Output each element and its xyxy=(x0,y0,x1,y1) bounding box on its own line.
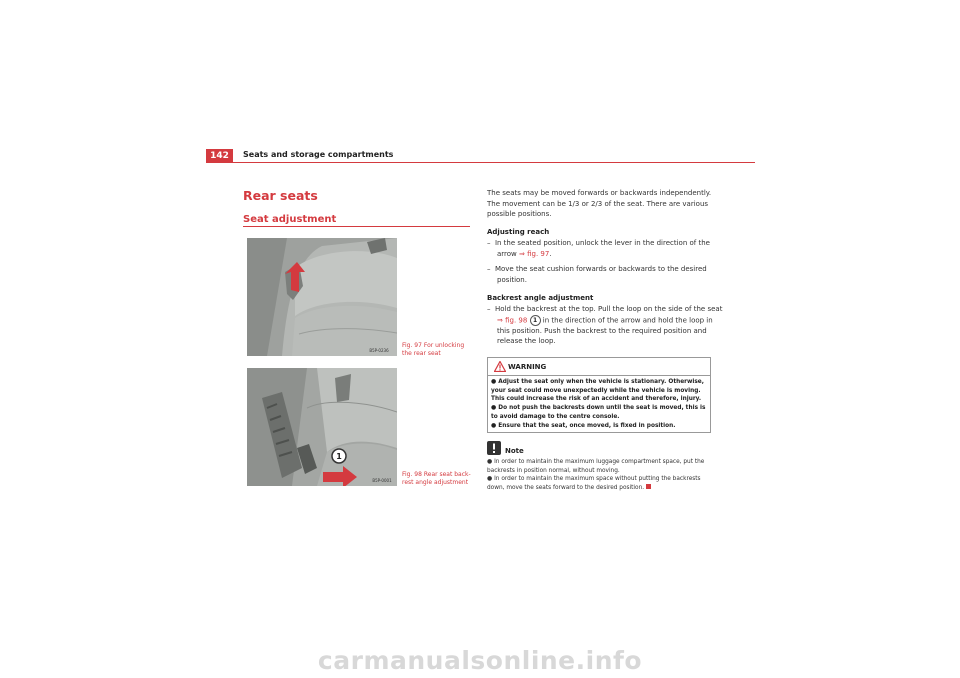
header-rule xyxy=(206,162,755,163)
reach-step-2: – Move the seat cushion forwards or backwards to the desired position. xyxy=(487,265,707,284)
figure-98-code: B5P-0001 xyxy=(372,478,392,483)
subsection-rule xyxy=(243,226,470,227)
end-of-section-mark xyxy=(646,484,651,489)
figure-98-image xyxy=(247,368,397,486)
page-number: 142 xyxy=(206,149,233,163)
note-item: ● In order to maintain the maximum space without putting the backrests down, move the seats forward to the desired position. xyxy=(487,475,701,491)
section-title: Rear seats xyxy=(243,188,318,203)
note-list xyxy=(487,458,715,492)
backrest-step: – Hold the backrest at the top. Pull the loop on the side of the seat ⇒ fig. 98 1 in the direction of the arrow and hold the loop in this position. Push the backrest to the required position and release the loop. xyxy=(487,305,723,345)
subsection-title: Seat adjustment xyxy=(243,214,337,225)
fig-97-link[interactable]: ⇒ fig. 97 xyxy=(519,249,550,258)
warning-title: WARNING xyxy=(508,363,547,371)
warning-item: ● Adjust the seat only when the vehicle is stationary. Otherwise, your seat could move unexpectedly while the vehicle is moving. This could increase the risk of an accident and therefore, injury. xyxy=(491,378,704,402)
note-info-icon xyxy=(487,441,501,455)
note-title: Note xyxy=(505,447,524,455)
warning-triangle-icon xyxy=(494,361,506,372)
watermark: carmanualsonline.info xyxy=(317,646,643,675)
figure-97-code: B5P-0236 xyxy=(369,348,389,353)
note-item: ● In order to maintain the maximum luggage compartment space, put the backrests in position normal, without moving. xyxy=(487,458,705,474)
figure-98-caption: Fig. 98 Rear seat back-rest angle adjustment xyxy=(402,471,471,486)
callout-1-badge: 1 xyxy=(530,315,541,326)
figure-97-image xyxy=(247,238,397,356)
running-head: Seats and storage compartments xyxy=(243,150,394,159)
fig-98-link[interactable]: ⇒ fig. 98 xyxy=(497,316,528,324)
intro-paragraph: The seats may be moved forwards or backwards independently. The movement can be 1/3 or 2/3 of the seat. There are various possible positions. xyxy=(487,189,712,218)
backrest-heading: Backrest angle adjustment xyxy=(487,294,594,302)
warning-list xyxy=(491,378,709,431)
warning-item: ● Ensure that the seat, once moved, is fixed in position. xyxy=(491,421,676,429)
figure-98-callout: 1 xyxy=(336,452,342,461)
warning-item: ● Do not push the backrests down until the seat is moved, this is to avoid damage to the centre console. xyxy=(491,404,706,420)
adjusting-reach-heading: Adjusting reach xyxy=(487,228,550,236)
warning-box xyxy=(487,357,711,433)
figure-97-caption: Fig. 97 For unlocking the rear seat xyxy=(402,342,465,357)
reach-step-1: – In the seated position, unlock the lever in the direction of the arrow ⇒ fig. 97. xyxy=(487,239,710,258)
